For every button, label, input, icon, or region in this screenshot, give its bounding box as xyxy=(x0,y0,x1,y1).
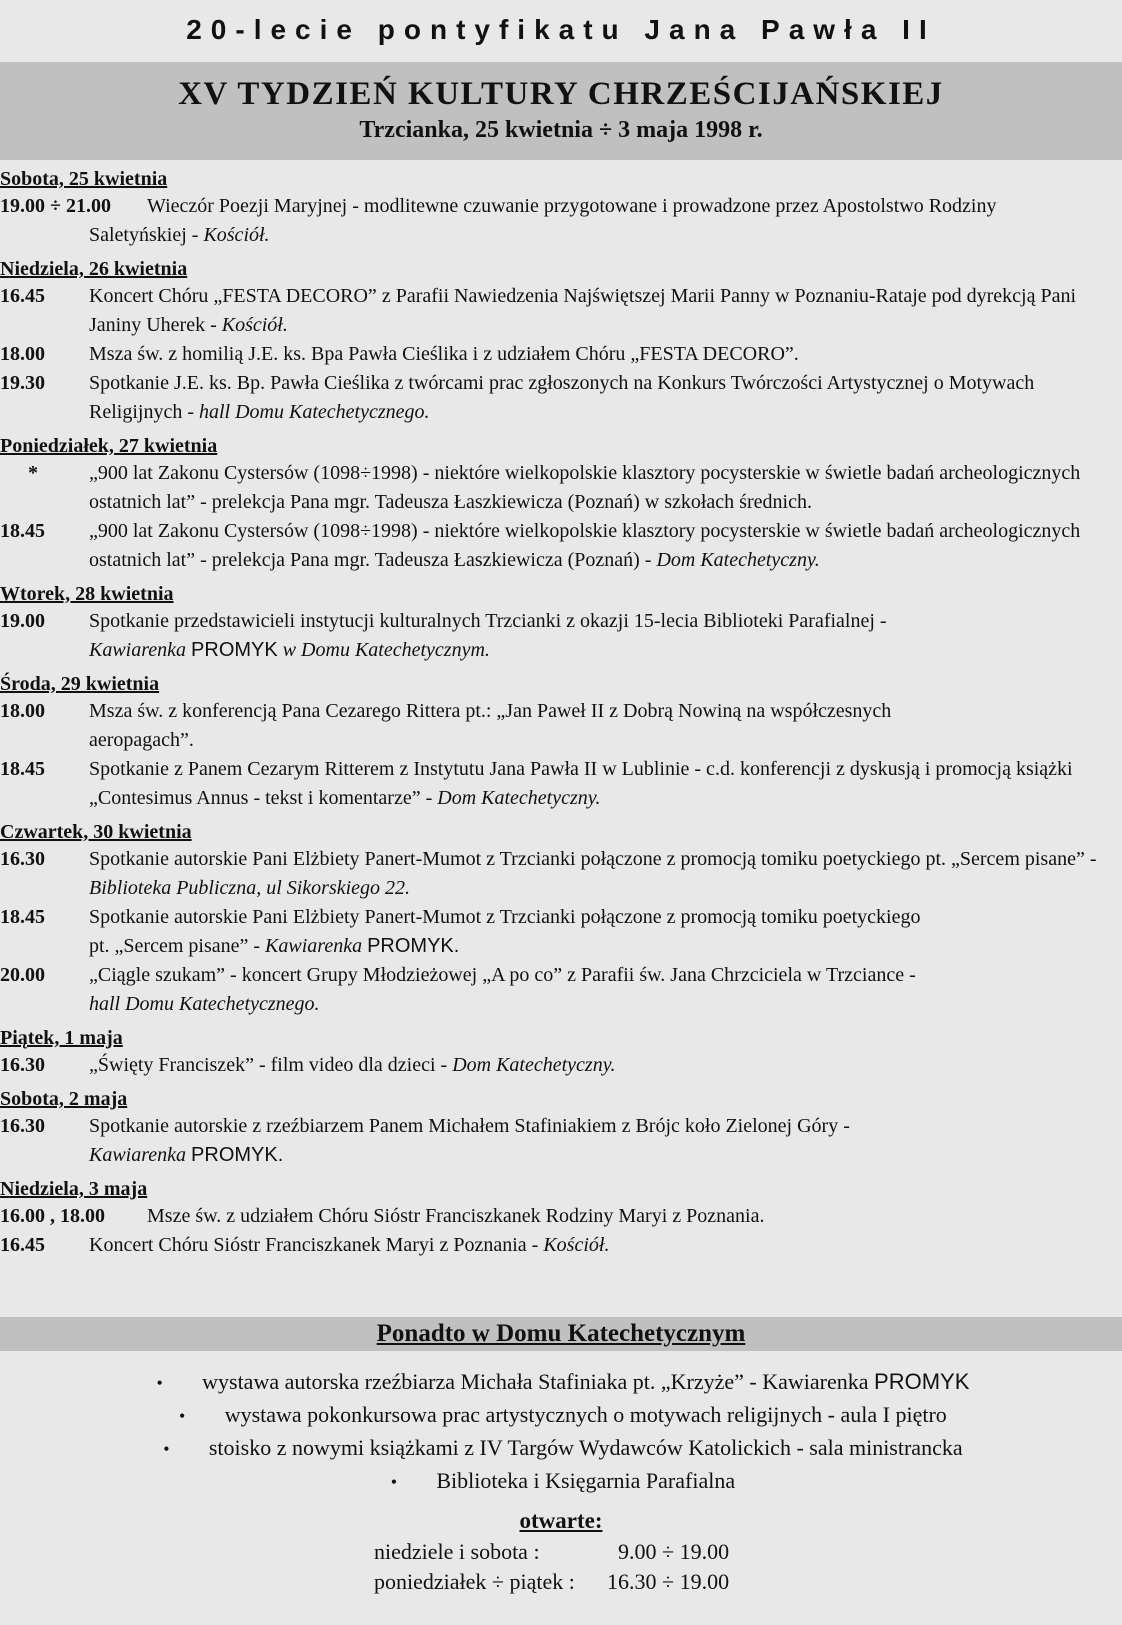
event-description: „900 lat Zakonu Cystersów (1098÷1998) - niektóre wielkopolskie klasztory pocysterskie w świetle badań archeologicznych ostatnich lat” - prelekcja Pana mgr. Tadeusza Łaszkiewicza (Poznań) - xyxy=(89,520,1081,571)
event-time: 16.00 , 18.00 xyxy=(0,1205,105,1227)
promyk-label: PROMYK xyxy=(191,639,278,661)
event xyxy=(0,1202,1122,1231)
day-header: Czwartek, 30 kwietnia xyxy=(0,821,192,843)
event-description: Msze św. z udziałem Chóru Sióstr Franciszkanek Rodziny Maryi z Poznania. xyxy=(147,1205,765,1227)
event-description: Spotkanie przedstawicieli instytucji kulturalnych Trzcianki z okazji 15-lecia Biblioteki Parafialnej - xyxy=(89,610,887,632)
bullet-icon: • xyxy=(163,1439,170,1459)
event xyxy=(0,517,1122,575)
event xyxy=(0,961,1122,1019)
page-subtitle: Trzcianka, 25 kwietnia ÷ 3 maja 1998 r. xyxy=(359,117,763,143)
event-description: Spotkanie autorskie Pani Elżbiety Panert-Mumot z Trzcianki połączone z promocją tomiku poetyckiego pt. „Sercem pisane” - xyxy=(89,848,1097,870)
event xyxy=(0,1051,1122,1080)
event-time: 18.45 xyxy=(0,906,45,928)
day-header: Sobota, 2 maja xyxy=(0,1088,128,1110)
event-description: Msza św. z homilią J.E. ks. Bpa Pawła Cieślika i z udziałem Chóru „FESTA DECORO”. xyxy=(89,343,799,365)
event xyxy=(0,369,1122,427)
page-title: XV TYDZIEŃ KULTURY CHRZEŚCIJAŃSKIEJ xyxy=(178,76,944,112)
list-item-text: Biblioteka i Księgarnia Parafialna xyxy=(436,1468,736,1493)
event-time: 18.00 xyxy=(0,700,45,722)
event-time: 18.45 xyxy=(0,520,45,542)
day-header: Poniedziałek, 27 kwietnia xyxy=(0,435,218,457)
event-description: Koncert Chóru Sióstr Franciszkanek Maryi z Poznania - xyxy=(89,1234,544,1256)
event-description: Koncert Chóru „FESTA DECORO” z Parafii Nawiedzenia Najświętszej Marii Panny w Poznaniu-Rataje pod dyrekcją Pani Janiny Uherek - xyxy=(89,285,1077,336)
list-item xyxy=(0,1465,1122,1498)
event-time: 16.45 xyxy=(0,1234,45,1256)
event-location: Kawiarenka xyxy=(265,935,368,957)
day-header: Środa, 29 kwietnia xyxy=(0,673,160,695)
event-description: Spotkanie autorskie z rzeźbiarzem Panem Michałem Stafiniakiem z Brójc koło Zielonej Góry - xyxy=(89,1115,850,1137)
list-item-text: wystawa autorska rzeźbiarza Michała Stafiniaka pt. „Krzyże” - Kawiarenka xyxy=(202,1369,875,1394)
event xyxy=(0,845,1122,903)
event-location: hall Domu Katechetycznego. xyxy=(198,401,430,423)
event xyxy=(0,697,1122,755)
event-location: Kościół. xyxy=(221,314,288,336)
event-time: 16.45 xyxy=(0,285,45,307)
event-time: 16.30 xyxy=(0,848,45,870)
event-location: Kościół. xyxy=(543,1234,610,1256)
event-location: Dom Katechetyczny. xyxy=(452,1054,616,1076)
event xyxy=(0,340,1122,369)
event-description-cont: Saletyńskiej - xyxy=(89,224,204,246)
event-description: „900 lat Zakonu Cystersów (1098÷1998) - niektóre wielkopolskie klasztory pocysterskie w świetle badań archeologicznych ostatnich lat” - prelekcja Pana mgr. Tadeusza Łaszkiewicza (Poznań) w szkołach średnich. xyxy=(89,462,1081,513)
promyk-label: PROMYK xyxy=(874,1369,970,1394)
event-location: Dom Katechetyczny. xyxy=(656,549,820,571)
day-header: Niedziela, 3 maja xyxy=(0,1178,148,1200)
event-time: 20.00 xyxy=(0,964,45,986)
event-time: 16.30 xyxy=(0,1054,45,1076)
event xyxy=(0,903,1122,961)
day-header: Sobota, 25 kwietnia xyxy=(0,168,168,190)
extras-title: Ponadto w Domu Katechetycznym xyxy=(376,1320,746,1347)
schedule xyxy=(0,166,1122,1260)
event-location: Kawiarenka xyxy=(89,639,192,661)
event xyxy=(0,282,1122,340)
promyk-label: PROMYK. xyxy=(191,1144,284,1166)
promyk-label: PROMYK. xyxy=(367,935,460,957)
day-header: Niedziela, 26 kwietnia xyxy=(0,258,188,280)
list-item-text: wystawa pokonkursowa prac artystycznych o motywach religijnych - aula I piętro xyxy=(224,1402,947,1427)
event-description: „Ciągle szukam” - koncert Grupy Młodzieżowej „A po co” z Parafii św. Jana Chrzciciela w Trzciance - xyxy=(89,964,916,986)
event-location: hall Domu Katechetycznego. xyxy=(89,993,320,1015)
event-location: Biblioteka Publiczna, ul Sikorskiego 22. xyxy=(89,877,411,899)
bullet-icon: • xyxy=(179,1406,186,1426)
event-time: 19.30 xyxy=(0,372,45,394)
opening-title: otwarte: xyxy=(519,1508,603,1533)
event-time: 19.00 ÷ 21.00 xyxy=(0,195,111,217)
event-description: Spotkanie J.E. ks. Bp. Pawła Cieślika z twórcami prac zgłoszonych na Konkurs Twórczości Artystycznej o Motywach Religijnych - xyxy=(89,372,1035,423)
list-item xyxy=(0,1432,1122,1465)
event xyxy=(0,192,1122,250)
hours-label: poniedziałek ÷ piątek : xyxy=(374,1569,575,1594)
event-time: 18.45 xyxy=(0,758,45,780)
event-location: Dom Katechetyczny. xyxy=(437,787,601,809)
event-location-cont: w Domu Katechetycznym. xyxy=(277,639,490,661)
event-description: Msza św. z konferencją Pana Cezarego Rittera pt.: „Jan Paweł II z Dobrą Nowiną na współczesnych aeropagach”. xyxy=(89,700,892,751)
day-header: Wtorek, 28 kwietnia xyxy=(0,583,174,605)
event-location: Kawiarenka xyxy=(89,1144,192,1166)
event-description: Wieczór Poezji Maryjnej - modlitewne czuwanie przygotowane i prowadzone przez Apostolstwo Rodziny xyxy=(147,195,997,217)
hours-label: niedziele i sobota : xyxy=(374,1539,540,1564)
hours-value: 16.30 ÷ 19.00 xyxy=(607,1569,730,1594)
day-header: Piątek, 1 maja xyxy=(0,1027,123,1049)
hours-value: 9.00 ÷ 19.00 xyxy=(618,1539,730,1564)
event-time: 18.00 xyxy=(0,343,45,365)
event-time: 19.00 xyxy=(0,610,45,632)
event xyxy=(0,755,1122,813)
event xyxy=(0,1231,1122,1260)
list-item xyxy=(0,1399,1122,1432)
bullet-icon: • xyxy=(390,1472,398,1492)
event-time: 16.30 xyxy=(0,1115,45,1137)
title-banner xyxy=(0,62,1122,160)
list-item xyxy=(0,1366,1122,1399)
event xyxy=(0,1112,1122,1170)
event xyxy=(0,459,1122,517)
extras-banner xyxy=(0,1317,1122,1351)
event-description: Spotkanie autorskie Pani Elżbiety Panert-Mumot z Trzcianki połączone z promocją tomiku poetyckiego pt. „Sercem pisane” - xyxy=(89,906,921,957)
event-description: „Święty Franciszek” - film video dla dzieci - xyxy=(89,1054,453,1076)
bullet-icon: • xyxy=(156,1373,163,1393)
event-location: Kościół. xyxy=(203,224,270,246)
extras-list xyxy=(0,1366,1122,1498)
event xyxy=(0,607,1122,665)
anniversary-heading: 20-lecie pontyfikatu Jana Pawła II xyxy=(186,14,936,45)
list-item-text: stoisko z nowymi książkami z IV Targów Wydawców Katolickich - sala ministrancka xyxy=(208,1435,963,1460)
event-description: Spotkanie z Panem Cezarym Ritterem z Instytutu Jana Pawła II w Lublinie - c.d. konferencji z dyskusją i promocją książki „Contesimus Annus - tekst i komentarze” - xyxy=(89,758,1073,809)
event-time: * xyxy=(28,462,38,484)
